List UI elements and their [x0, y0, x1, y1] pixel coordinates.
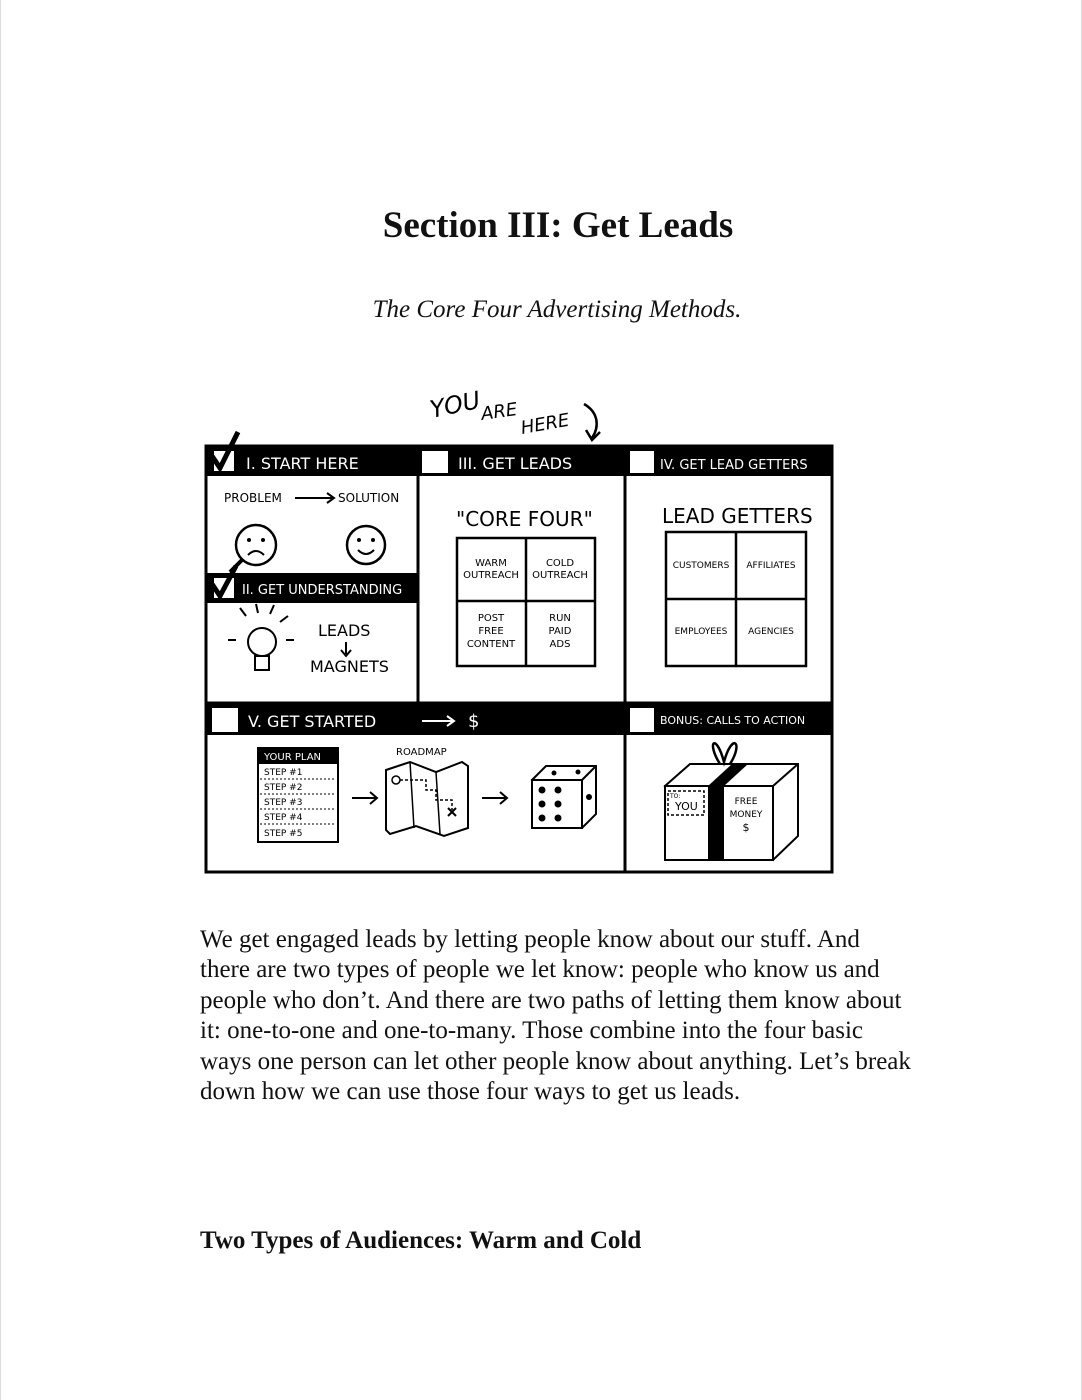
panel-1-header: I. START HERE	[246, 454, 359, 473]
sad-face-icon	[230, 525, 276, 572]
gift-text-money: MONEY	[729, 810, 763, 820]
plan-step-5: STEP #5	[264, 829, 303, 839]
roadmap-illustration	[200, 370, 840, 880]
panel-get-leads	[418, 446, 625, 666]
lightbulb-icon	[228, 604, 294, 670]
panel-start-here	[206, 432, 418, 572]
solution-label: SOLUTION	[338, 491, 400, 505]
cell-affiliates: AFFILIATES	[746, 561, 796, 571]
pointer-word-2: ARE	[479, 399, 519, 425]
cell-warm-line2: OUTREACH	[463, 570, 519, 581]
cell-customers: CUSTOMERS	[672, 561, 730, 571]
pointer-word-1: YOU	[427, 385, 483, 424]
problem-label: PROBLEM	[224, 491, 282, 505]
panel-5-header: V. GET STARTED	[248, 712, 377, 731]
plan-step-1: STEP #1	[264, 768, 303, 778]
cell-run-line3: ADS	[549, 639, 571, 650]
gift-tag-small: TO:	[670, 793, 681, 800]
subsection-heading: Two Types of Audiences: Warm and Cold	[200, 1227, 642, 1254]
plan-step-3: STEP #3	[264, 798, 303, 808]
body-paragraph: We get engaged leads by letting people know about our stuff. And there are two types of people we let know: people who know us and people who don’t. And there are two paths of letting them know about it: one-to-one and one-to-many. Those combine into the four basic ways one person can let other people know about anything. Let’s break down how we can use those four ways to get us leads.	[200, 926, 911, 1106]
plan-step-4: STEP #4	[264, 813, 303, 823]
panel-get-lead-getters	[625, 446, 832, 666]
panel-bonus-calls-to-action	[625, 703, 832, 860]
leads-label: LEADS	[318, 621, 371, 640]
roadmap-label: ROADMAP	[396, 747, 447, 758]
cell-post-line1: POST	[477, 613, 505, 624]
dice-icon	[532, 766, 596, 828]
cell-post-line3: CONTENT	[466, 639, 516, 650]
cell-warm-line1: WARM	[475, 558, 507, 569]
cell-run-line2: PAID	[548, 626, 572, 637]
core-four-title: "CORE FOUR"	[456, 507, 593, 531]
cell-cold-line1: COLD	[545, 558, 575, 569]
plan-checklist-icon	[258, 748, 338, 842]
dollar-sign: $	[468, 711, 480, 732]
plan-step-2: STEP #2	[264, 783, 303, 793]
gift-text-free: FREE	[734, 797, 758, 807]
gift-text-dollar: $	[742, 821, 750, 834]
gift-tag: YOU	[675, 800, 698, 813]
happy-face-icon	[347, 526, 385, 564]
cell-run-line1: RUN	[549, 613, 571, 624]
section-subtitle: The Core Four Advertising Methods.	[372, 296, 742, 323]
you-are-here-pointer	[427, 386, 600, 440]
curved-arrow-icon	[584, 404, 597, 438]
panel-2-header: II. GET UNDERSTANDING	[242, 583, 403, 598]
cell-post-line2: FREE	[478, 626, 504, 637]
panel-3-header: III. GET LEADS	[458, 454, 573, 473]
pointer-word-3: HERE	[519, 409, 571, 439]
cell-agencies: AGENCIES	[748, 627, 794, 637]
panel-get-understanding	[206, 566, 418, 676]
panel-4-header: IV. GET LEAD GETTERS	[660, 458, 808, 473]
plan-title: YOUR PLAN	[264, 752, 322, 763]
panel-get-started	[206, 703, 625, 842]
gift-box-icon	[665, 743, 798, 860]
lead-getters-title: LEAD GETTERS	[662, 504, 813, 528]
map-icon	[386, 762, 468, 836]
magnets-label: MAGNETS	[310, 657, 389, 676]
section-title: Section III: Get Leads	[382, 205, 734, 246]
cell-employees: EMPLOYEES	[674, 627, 728, 637]
panel-6-header: BONUS: CALLS TO ACTION	[660, 714, 806, 727]
cell-cold-line2: OUTREACH	[532, 570, 588, 581]
